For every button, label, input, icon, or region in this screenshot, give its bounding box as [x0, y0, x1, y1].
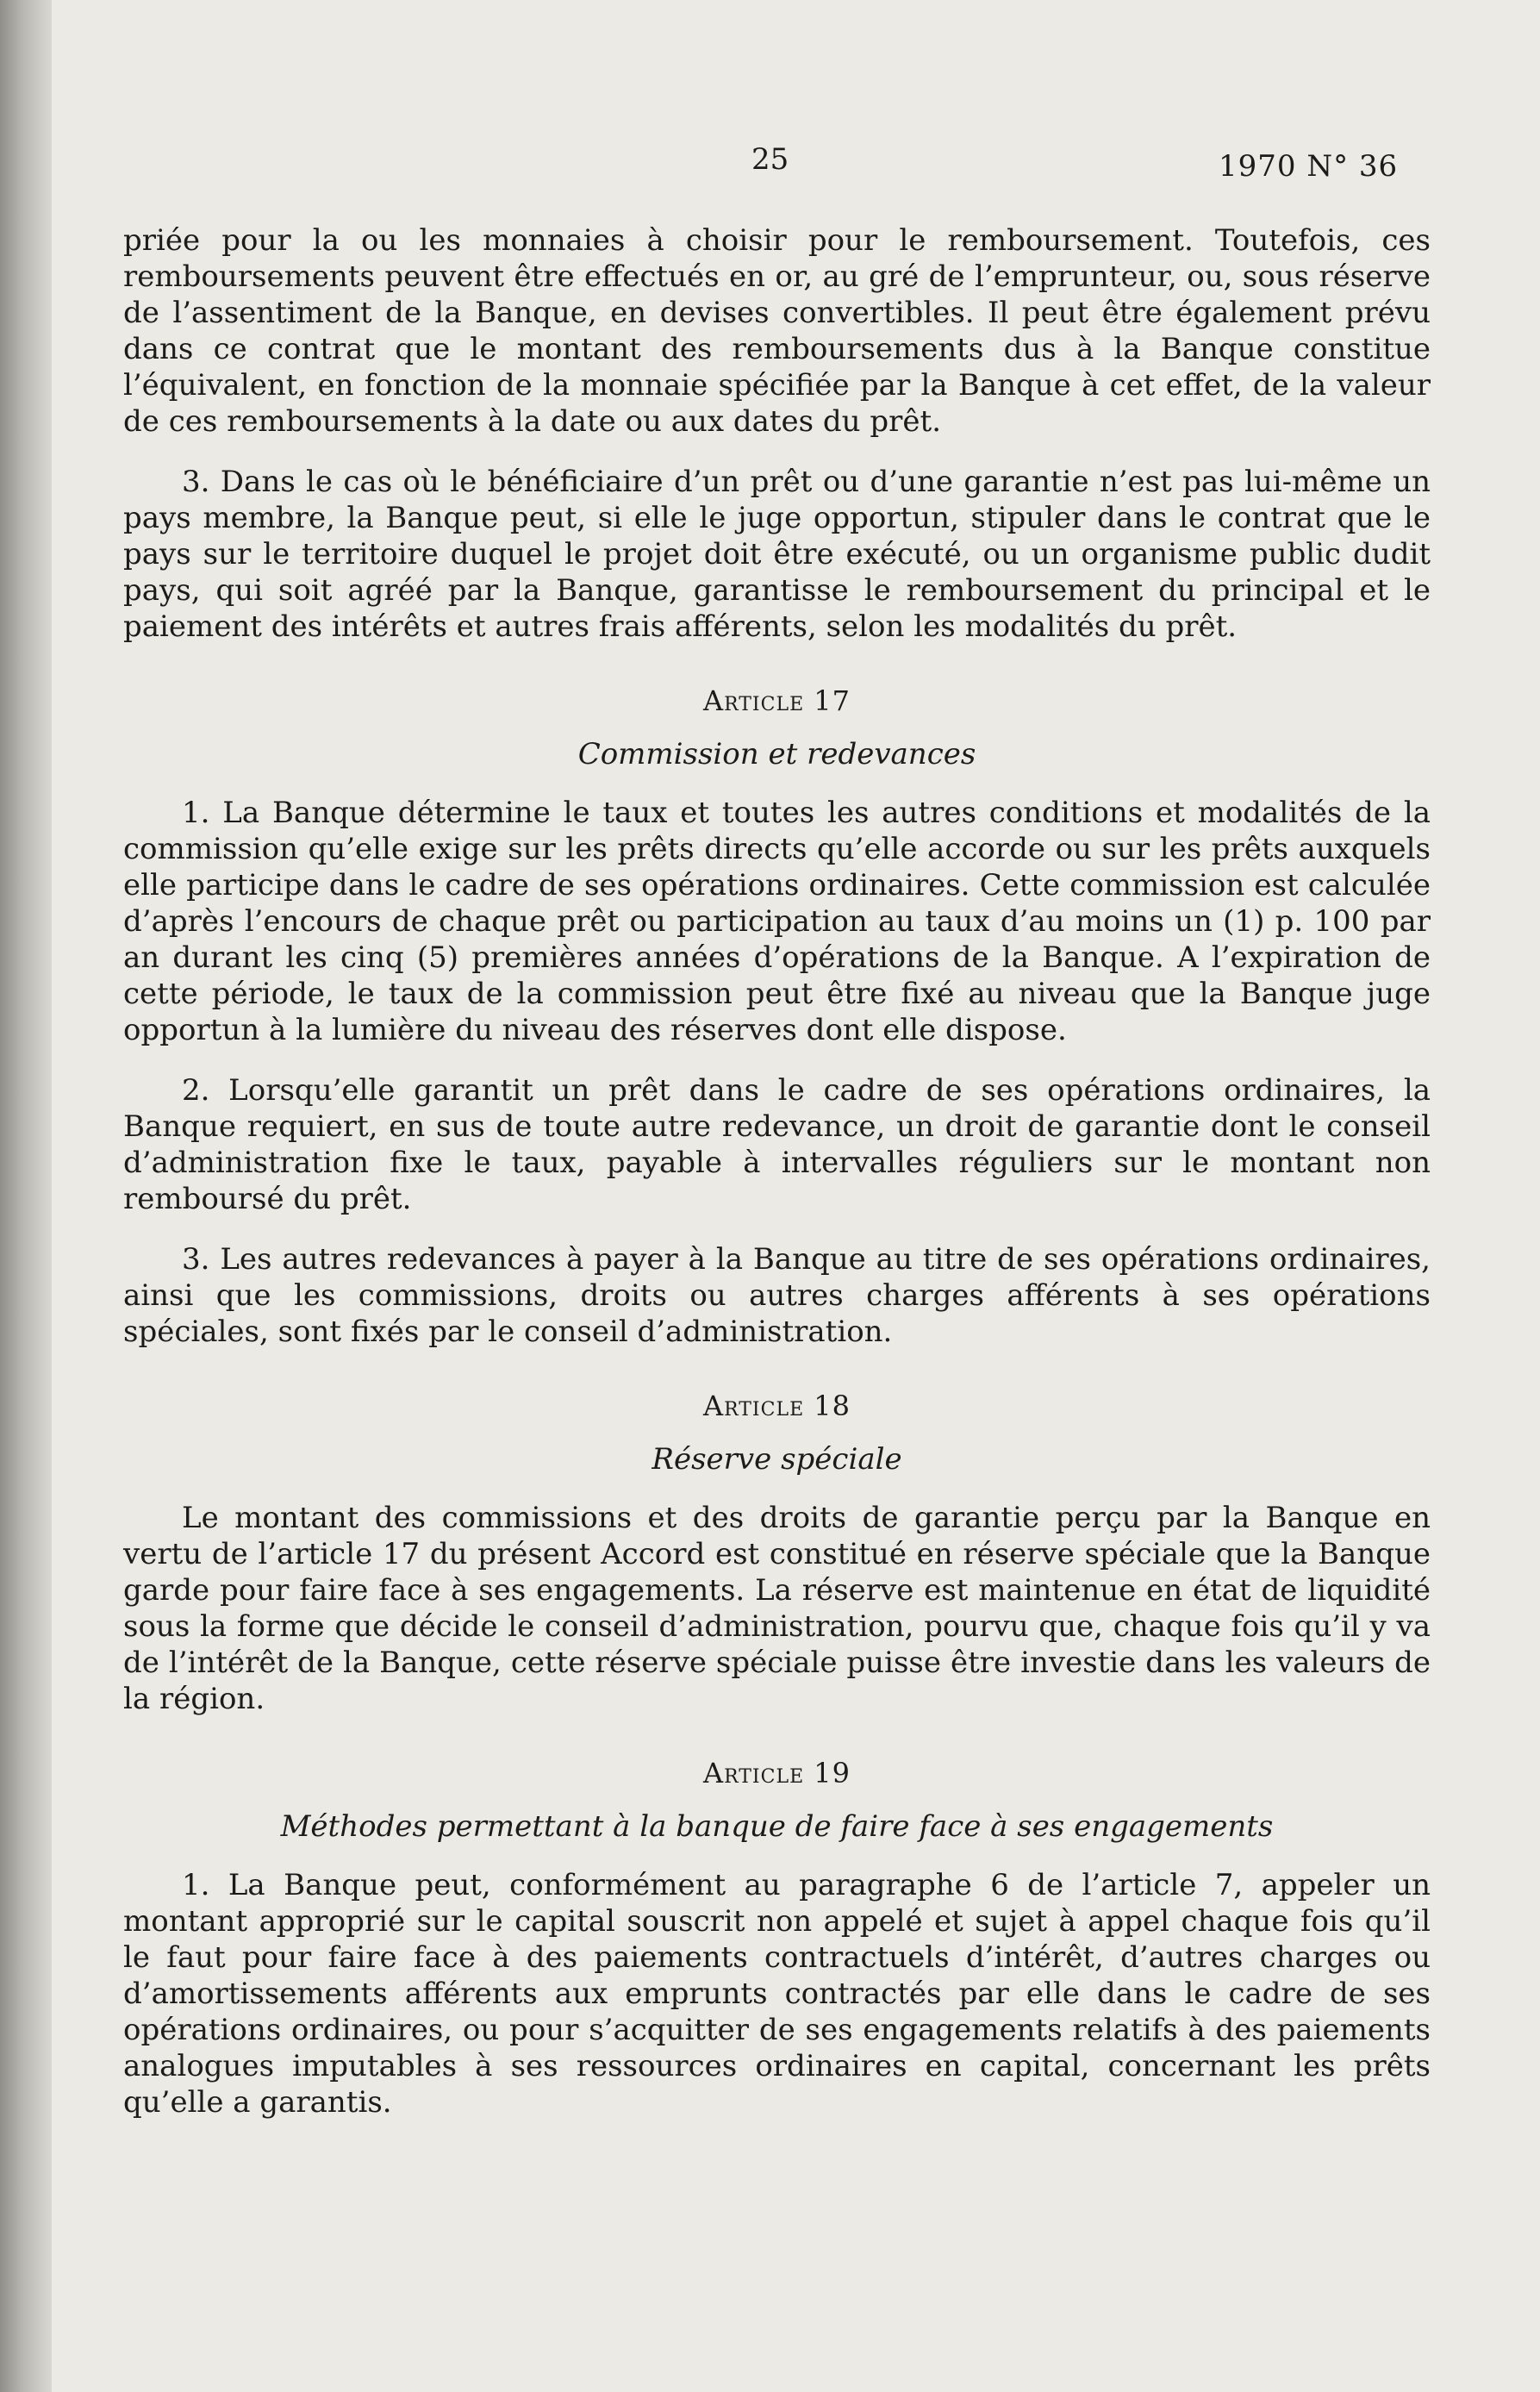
article-17-subtitle: Commission et redevances: [577, 737, 976, 771]
paragraph-3: 3. Dans le cas où le bénéficiaire d’un prêt ou d’une garantie n’est pas lui-même un pays membre, la Banque peut, si elle le juge opportun, stipuler dans le contrat que le pays sur le territoire duquel le projet doit être exécuté, ou un organisme public dudit pays, qui soit agréé par la Banque, garantisse le remboursement du principal et le paiement des intérêts et autres frais afférents, selon les modalités du prêt.: [123, 465, 1431, 644]
article-17-paragraph-2: 2. Lorsqu’elle garantit un prêt dans le cadre de ses opérations ordinaires, la Banque requiert, en sus de toute autre redevance, un droit de garantie dont le conseil d’administration fixe le taux, payable à intervalles réguliers sur le montant non remboursé du prêt.: [123, 1073, 1431, 1216]
document-page: [52, 0, 1540, 2392]
page-body: [123, 222, 1431, 2145]
article-17-paragraph-1: 1. La Banque détermine le taux et toutes les autres conditions et modalités de la commission qu’elle exige sur les prêts directs qu’elle accorde ou sur les prêts auxquels elle participe dans le cadre de ses opérations ordinaires. Cette commission est calculée d’après l’encours de chaque prêt ou participation au taux d’au moins un (1) p. 100 par an durant les cinq (5) premières années d’opérations de la Banque. A l’expiration de cette période, le taux de la commission peut être fixé au niveau que la Banque juge opportun à la lumière du niveau des réserves dont elle dispose.: [123, 796, 1431, 1047]
continuation-paragraph: priée pour la ou les monnaies à choisir pour le remboursement. Toutefois, ces remboursements peuvent être effectués en or, au gré de l’emprunteur, ou, sous réserve de l’assentiment de la Banque, en devises convertibles. Il peut être également prévu dans ce contrat que le montant des remboursements dus à la Banque constitue l’équivalent, en fonction de la monnaie spécifiée par la Banque à cet effet, de la valeur de ces remboursements à la date ou aux dates du prêt.: [123, 223, 1431, 439]
page-header: [52, 142, 1540, 194]
article-18-paragraph-1: Le montant des commissions et des droits de garantie perçu par la Banque en vertu de l’article 17 du présent Accord est constitué en réserve spéciale que la Banque garde pour faire face à ses engagements. La réserve est maintenue en état de liquidité sous la forme que décide le conseil d’administration, pourvu que, chaque fois qu’il y va de l’intérêt de la Banque, cette réserve spéciale puisse être investie dans les valeurs de la région.: [123, 1501, 1431, 1716]
article-19-title: Article 19: [702, 1757, 851, 1789]
article-19-subtitle: Méthodes permettant à la banque de faire face à ses engagements: [280, 1809, 1274, 1844]
page-number: 25: [751, 142, 789, 177]
book-spine-shadow: [0, 0, 52, 2392]
article-18-subtitle: Réserve spéciale: [652, 1442, 902, 1477]
article-19-paragraph-1: 1. La Banque peut, conformément au paragraphe 6 de l’article 7, appeler un montant approprié sur le capital souscrit non appelé et sujet à appel chaque fois qu’il le faut pour faire face à des paiements contractuels d’intérêt, d’autres charges ou d’amortissements afférents aux emprunts contractés par elle dans le cadre de ses opérations ordinaires, ou pour s’acquitter de ses engagements relatifs à des paiements analogues imputables à ses ressources ordinaires en capital, concernant les prêts qu’elle a garantis.: [123, 1868, 1431, 2120]
article-18-title: Article 18: [702, 1390, 851, 1422]
article-17-title: Article 17: [702, 684, 851, 717]
article-17-paragraph-3: 3. Les autres redevances à payer à la Banque au titre de ses opérations ordinaires, ainsi que les commissions, droits ou autres charges afférents à ses opérations spéciales, sont fixés par le conseil d’administration.: [123, 1242, 1431, 1349]
document-reference: 1970 N° 36: [1219, 149, 1399, 184]
